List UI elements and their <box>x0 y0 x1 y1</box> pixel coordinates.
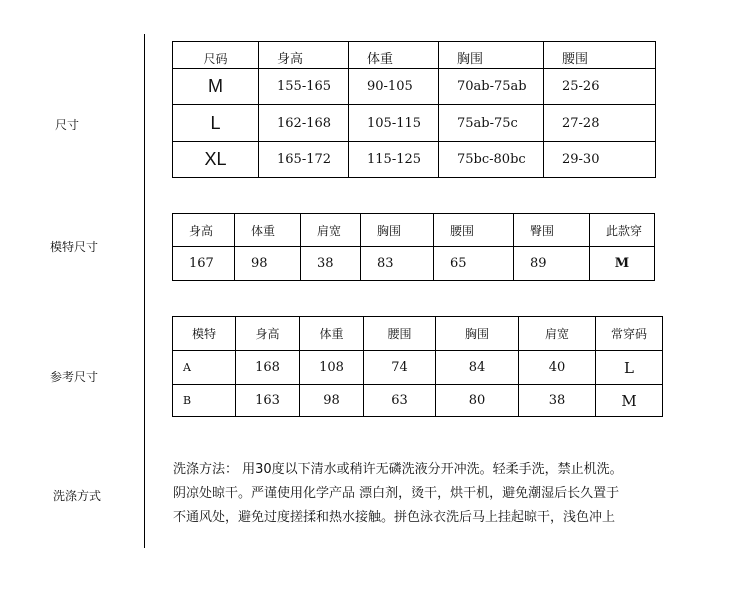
waist-cell: 65 <box>434 247 514 281</box>
waist-cell: 25-26 <box>544 69 656 105</box>
bust-cell: 80 <box>436 385 519 417</box>
waist-cell: 74 <box>364 351 436 385</box>
usual-size-cell: L <box>596 351 663 385</box>
shoulder-cell: 38 <box>519 385 596 417</box>
hip-cell: 89 <box>514 247 590 281</box>
weight-cell: 115-125 <box>349 142 439 178</box>
size-cell: M <box>173 69 259 105</box>
model-cell: B <box>173 385 236 417</box>
header-weight: 体重 <box>349 42 439 69</box>
model-cell: A <box>173 351 236 385</box>
usual-size-cell: M <box>596 385 663 417</box>
washing-label: 洗涤方式 <box>53 489 102 503</box>
weight-cell: 105-115 <box>349 105 439 142</box>
height-cell: 162-168 <box>259 105 349 142</box>
header-waist: 腰围 <box>544 42 656 69</box>
size-table-header-row <box>173 42 656 69</box>
reference-table-header-row <box>173 317 663 351</box>
header-height: 身高 <box>173 214 235 247</box>
washing-instructions <box>173 458 693 530</box>
height-cell: 155-165 <box>259 69 349 105</box>
waist-cell: 63 <box>364 385 436 417</box>
header-model: 模特 <box>173 317 236 351</box>
header-height: 身高 <box>259 42 349 69</box>
height-cell: 165-172 <box>259 142 349 178</box>
waist-cell: 27-28 <box>544 105 656 142</box>
weight-cell: 98 <box>300 385 364 417</box>
size-cell: L <box>173 105 259 142</box>
model-size-label: 模特尺寸 <box>50 240 99 254</box>
header-size: 尺码 <box>173 42 259 69</box>
bust-cell: 75ab-75c <box>439 105 544 142</box>
weight-cell: 98 <box>235 247 301 281</box>
weight-cell: 108 <box>300 351 364 385</box>
header-height: 身高 <box>236 317 300 351</box>
washing-line: 洗涤方法： 用30度以下清水或稍许无磷洗液分开冲洗。轻柔手洗，禁止机洗。 <box>173 462 623 477</box>
bust-cell: 75bc-80bc <box>439 142 544 178</box>
washing-line: 阴凉处晾干。严谨使用化学产品 漂白剂，烫干，烘干机，避免潮湿后长久置于 <box>173 486 620 501</box>
header-wears-size: 此款穿 <box>590 214 655 247</box>
height-cell: 167 <box>173 247 235 281</box>
table-row <box>173 351 663 385</box>
shoulder-cell: 40 <box>519 351 596 385</box>
height-cell: 163 <box>236 385 300 417</box>
size-cell: XL <box>173 142 259 178</box>
header-bust: 胸围 <box>436 317 519 351</box>
header-weight: 体重 <box>235 214 301 247</box>
header-bust: 胸围 <box>361 214 434 247</box>
header-waist: 腰围 <box>364 317 436 351</box>
model-size-table <box>172 213 655 281</box>
header-waist: 腰围 <box>434 214 514 247</box>
table-row <box>173 69 656 105</box>
bust-cell: 84 <box>436 351 519 385</box>
size-table <box>172 41 656 178</box>
table-row <box>173 247 655 281</box>
height-cell: 168 <box>236 351 300 385</box>
model-table-header-row <box>173 214 655 247</box>
header-hip: 臀围 <box>514 214 590 247</box>
wears-size-cell: M <box>590 247 655 281</box>
weight-cell: 90-105 <box>349 69 439 105</box>
shoulder-cell: 38 <box>301 247 361 281</box>
bust-cell: 83 <box>361 247 434 281</box>
header-weight: 体重 <box>300 317 364 351</box>
header-usual-size: 常穿码 <box>596 317 663 351</box>
bust-cell: 70ab-75ab <box>439 69 544 105</box>
vertical-divider <box>144 34 145 548</box>
size-label: 尺寸 <box>55 118 80 132</box>
reference-size-label: 参考尺寸 <box>50 370 99 384</box>
reference-size-table <box>172 316 663 417</box>
washing-line: 不通风处，避免过度搓揉和热水接触。拼色泳衣洗后马上挂起晾干，浅色冲上 <box>173 510 616 525</box>
waist-cell: 29-30 <box>544 142 656 178</box>
header-bust: 胸围 <box>439 42 544 69</box>
header-shoulder: 肩宽 <box>519 317 596 351</box>
table-row <box>173 385 663 417</box>
header-shoulder: 肩宽 <box>301 214 361 247</box>
table-row <box>173 105 656 142</box>
table-row <box>173 142 656 178</box>
